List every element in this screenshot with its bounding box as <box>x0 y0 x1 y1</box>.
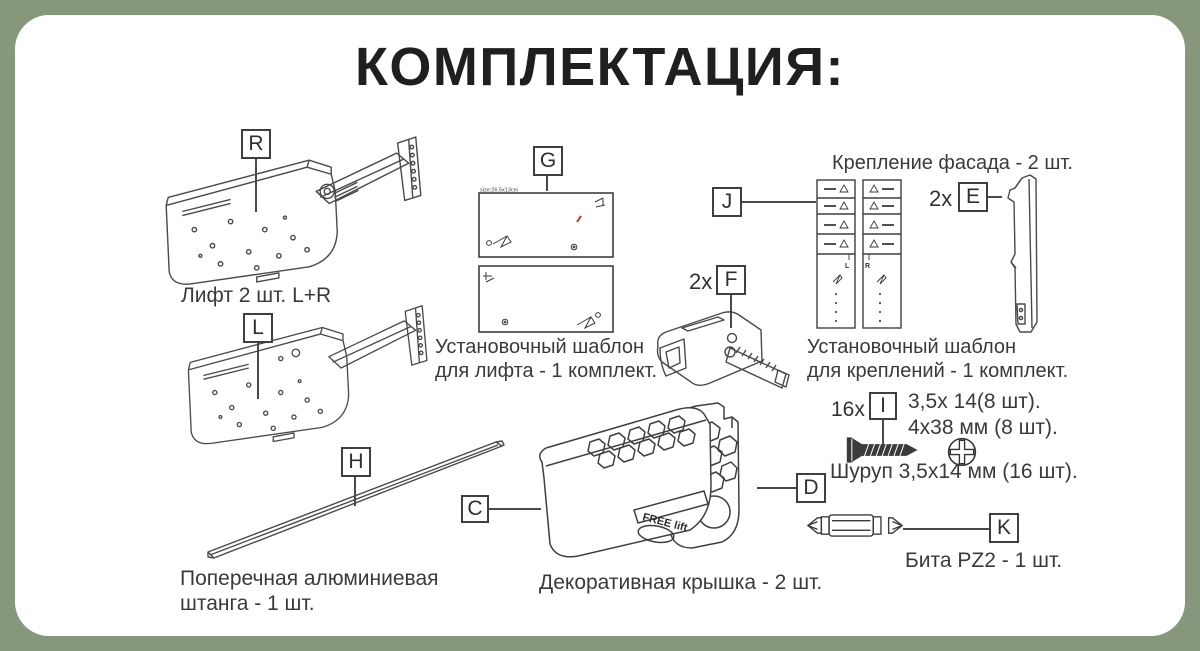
tag-r-label: R <box>248 132 264 155</box>
leader-j <box>742 201 816 203</box>
rod-caption-line2: штанга - 1 шт. <box>180 592 315 615</box>
strip-r-mark: R <box>865 263 871 270</box>
lift-r-illustration <box>160 133 432 291</box>
bit-illustration <box>806 511 904 540</box>
fastener-template-illustration <box>816 176 902 330</box>
tag-l-label: L <box>252 316 264 339</box>
screws-spec-line2: 4х38 мм (8 шт). <box>908 416 1058 439</box>
fastener-template-caption-line2: для креплений - 1 комплект. <box>807 360 1069 382</box>
tag-i <box>869 392 897 420</box>
qty-f: 2x <box>689 269 713 294</box>
tag-k-label: K <box>996 516 1011 539</box>
tag-j-label: J <box>721 190 733 213</box>
lift-template-caption-line2: для лифта - 1 комплект. <box>435 360 658 382</box>
qty-screws: 16x <box>831 398 865 421</box>
lift-template-caption-line1: Установочный шаблон <box>435 336 645 358</box>
lift-template-illustration <box>477 186 617 336</box>
rod-caption-line1: Поперечная алюминиевая <box>180 567 439 590</box>
leader-l <box>257 343 259 399</box>
tag-d-label: D <box>803 476 819 499</box>
tag-j <box>712 187 742 217</box>
tag-f-label: F <box>724 268 738 291</box>
tag-e-label: E <box>965 185 980 208</box>
tag-r <box>241 129 271 159</box>
tag-g <box>533 146 563 176</box>
bit-caption: Бита PZ2 - 1 шт. <box>905 549 1063 572</box>
leader-c <box>489 508 541 510</box>
tag-c-label: C <box>467 497 483 520</box>
leader-k <box>903 528 989 530</box>
facade-bracket-illustration <box>998 170 1042 340</box>
tag-h-label: H <box>348 450 364 473</box>
rod-caption <box>180 566 439 616</box>
page-title: КОМПЛЕКТАЦИЯ: <box>354 37 846 97</box>
tag-f <box>716 265 746 295</box>
cover-illustration <box>534 398 766 562</box>
fastener-template-caption <box>807 335 1068 383</box>
leader-r <box>255 159 257 212</box>
tag-k <box>989 513 1019 543</box>
screws-caption: Шуруп 3,5х14 мм (16 шт). <box>830 460 1078 483</box>
qty-e: 2x <box>929 186 953 211</box>
fastener-template-caption-line1: Установочный шаблон <box>807 336 1017 358</box>
template-size-note: size:26.5x13cm <box>480 187 519 194</box>
screws-spec <box>908 389 1058 441</box>
lift-caption: Лифт 2 шт. L+R <box>181 284 332 307</box>
cover-brand-text: FREE lift <box>641 511 689 535</box>
lift-template-caption <box>435 335 657 383</box>
leader-d <box>757 487 796 489</box>
lift-l-illustration <box>174 302 446 450</box>
screws-spec-line1: 3,5х 14(8 шт). <box>908 390 1041 413</box>
strip-l-mark: L <box>845 263 850 270</box>
tag-g-label: G <box>539 149 557 172</box>
tag-d <box>796 473 826 503</box>
facade-header: Крепление фасада - 2 шт. <box>832 152 1073 174</box>
tag-c <box>461 495 489 523</box>
facade-clamp-illustration <box>648 306 793 406</box>
red-mark <box>577 216 581 222</box>
cover-caption: Декоративная крышка - 2 шт. <box>539 571 823 594</box>
tag-l <box>243 313 273 343</box>
tag-i-label: I <box>880 394 886 417</box>
tag-e <box>958 182 988 212</box>
